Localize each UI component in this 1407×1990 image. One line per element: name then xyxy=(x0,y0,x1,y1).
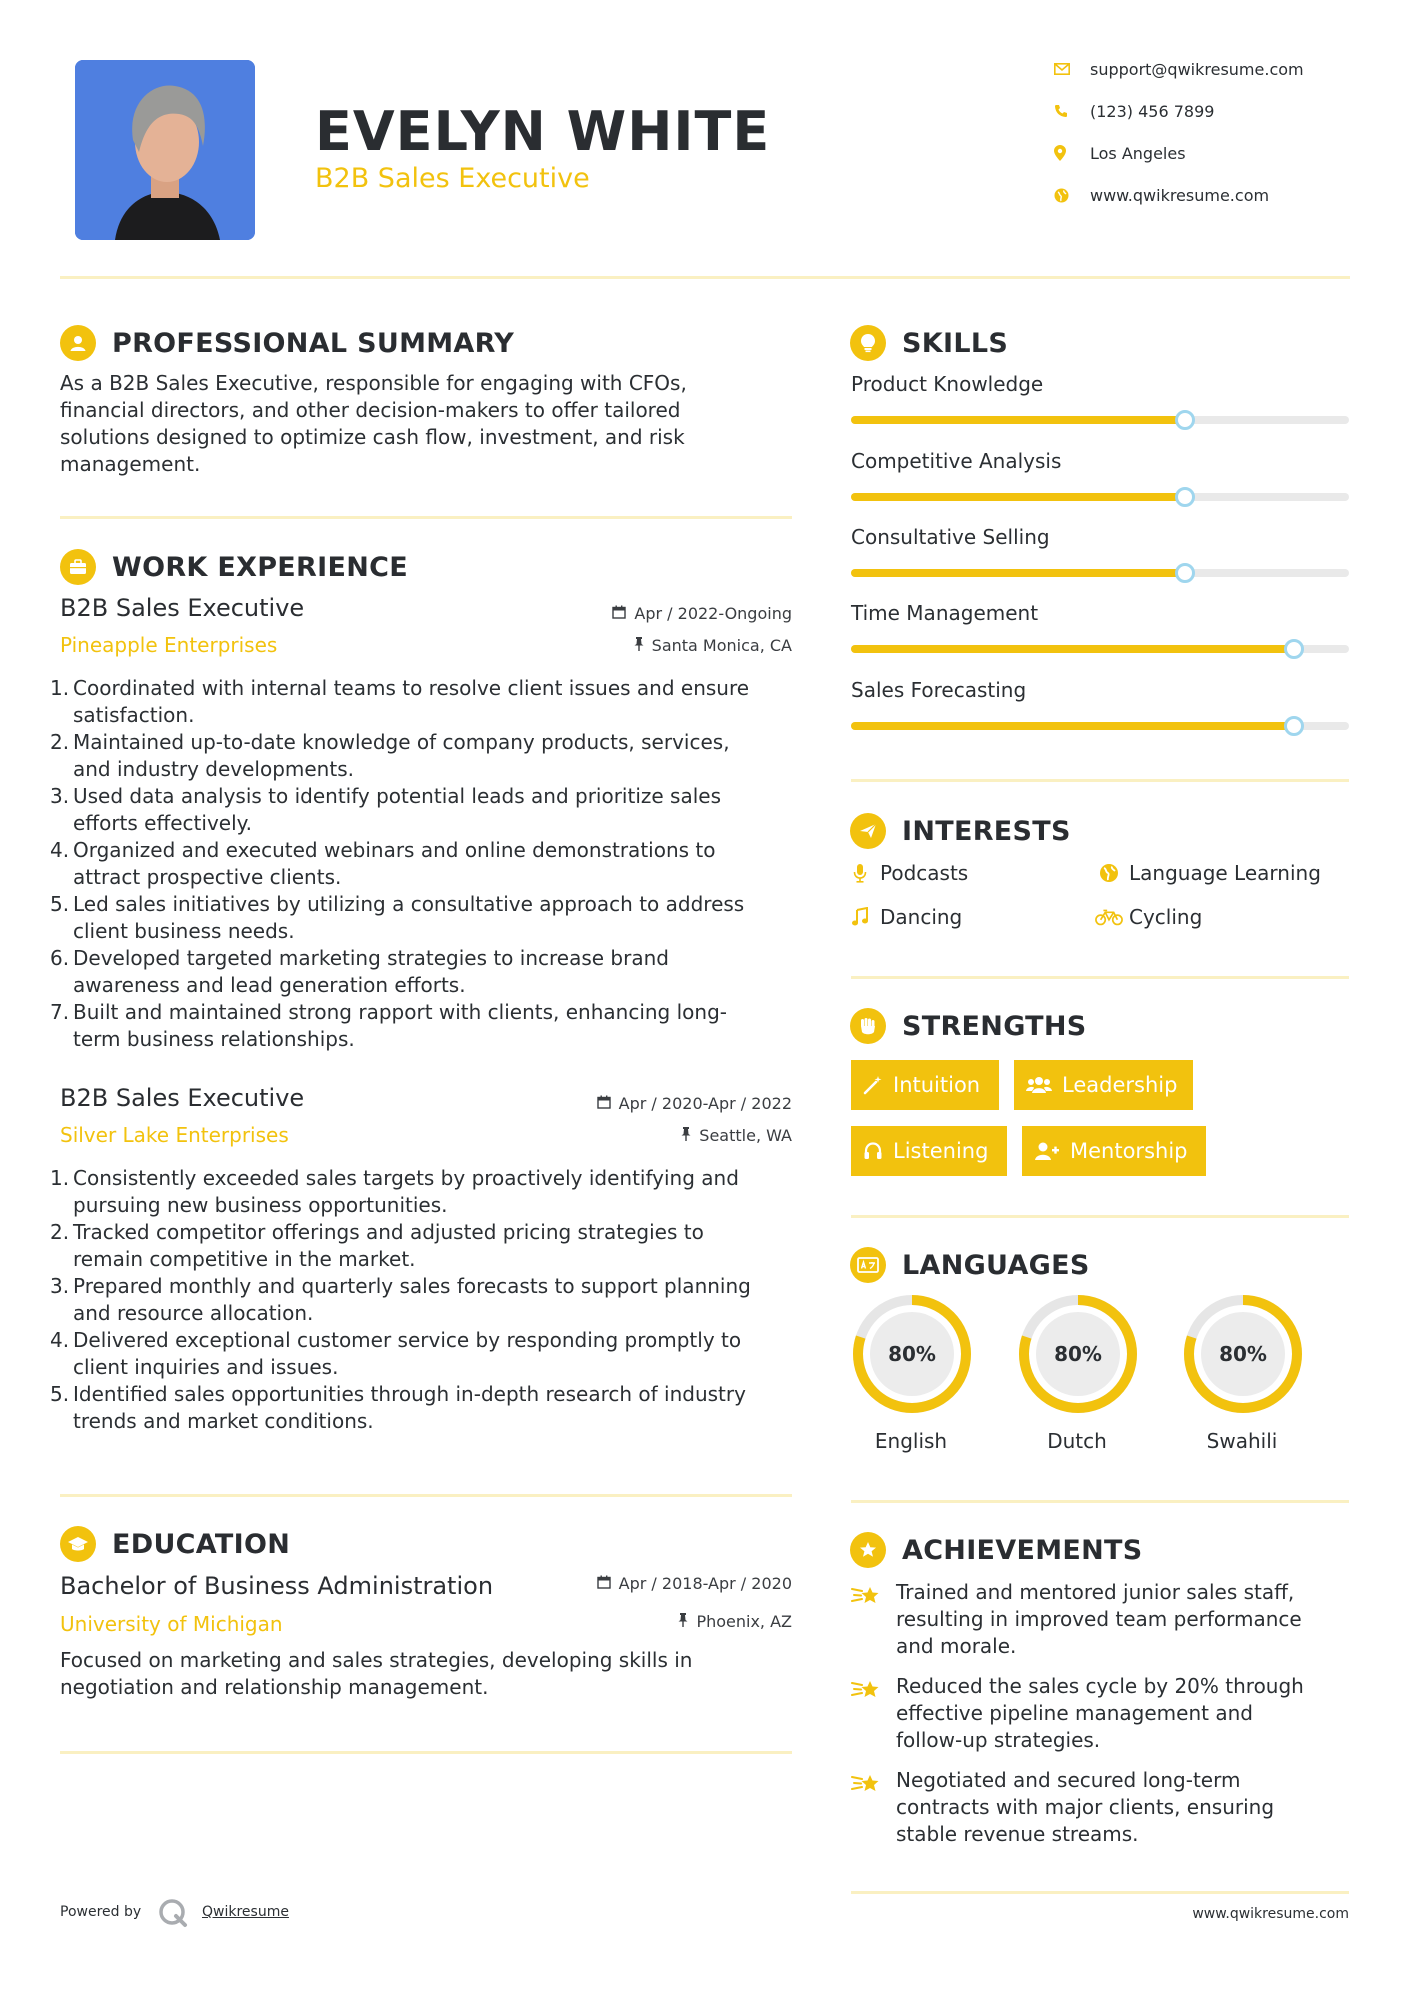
skill-name: Time Management xyxy=(851,601,1039,625)
achievement-line: stable revenue streams. xyxy=(896,1822,1139,1846)
summary-title: PROFESSIONAL SUMMARY xyxy=(112,327,515,359)
achievement-item xyxy=(851,1673,1351,1754)
languages-title: LANGUAGES xyxy=(902,1249,1090,1281)
headphones-icon xyxy=(863,1141,883,1161)
duty-number: 4. xyxy=(50,838,70,862)
duty-line: attract prospective clients. xyxy=(73,865,342,889)
job-1-dates xyxy=(480,604,792,623)
strength-tag xyxy=(851,1060,999,1110)
profile-photo xyxy=(75,60,255,240)
powered-by-label: Powered by xyxy=(60,1904,142,1920)
achievement-item xyxy=(851,1767,1351,1848)
education-location xyxy=(480,1612,792,1631)
contact-email-text: support@qwikresume.com xyxy=(1090,59,1304,79)
job-1-location-text: Santa Monica, CA xyxy=(651,636,792,655)
duty-item xyxy=(50,1381,795,1435)
duty-line: Built and maintained strong rapport with clients, enhancing long- xyxy=(73,1000,727,1024)
duty-line: efforts effectively. xyxy=(73,811,252,835)
duty-line: Maintained up-to-date knowledge of company products, services, xyxy=(73,730,730,754)
language-name: Dutch xyxy=(1047,1429,1107,1453)
skill-bar-knob xyxy=(1284,716,1304,736)
duty-line: client business needs. xyxy=(73,919,295,943)
duty-line: term business relationships. xyxy=(73,1027,355,1051)
achievement-line: follow-up strategies. xyxy=(896,1728,1101,1752)
achievements-divider xyxy=(851,1891,1349,1894)
duty-number: 1. xyxy=(50,676,70,700)
duty-number: 5. xyxy=(50,892,70,916)
footer-website[interactable]: www.qwikresume.com xyxy=(1192,1906,1349,1922)
duty-line: Led sales initiatives by utilizing a consultative approach to address xyxy=(73,892,745,916)
interests-heading xyxy=(850,811,1071,851)
languages-heading xyxy=(850,1245,1090,1285)
language-ring xyxy=(1016,1292,1140,1416)
strength-label: Listening xyxy=(893,1139,989,1163)
shooting-star-icon xyxy=(851,1579,896,1660)
education-dates-text: Apr / 2018-Apr / 2020 xyxy=(618,1574,792,1593)
pushpin-icon xyxy=(681,1126,691,1145)
achievement-line: and morale. xyxy=(896,1634,1017,1658)
skill-name: Sales Forecasting xyxy=(851,678,1027,702)
skills-title: SKILLS xyxy=(902,327,1009,359)
duty-number: 2. xyxy=(50,730,70,754)
calendar-icon xyxy=(597,1574,611,1593)
duty-item xyxy=(50,1165,795,1219)
pushpin-icon xyxy=(678,1612,688,1631)
lightbulb-icon xyxy=(850,325,886,361)
fist-icon xyxy=(850,1008,886,1044)
briefcase-icon xyxy=(60,549,96,585)
contact-phone[interactable] xyxy=(1050,98,1350,124)
interest-item xyxy=(846,858,968,888)
education-title: EDUCATION xyxy=(112,1528,291,1560)
header-divider xyxy=(60,276,1350,279)
duty-item xyxy=(50,1327,795,1381)
summary-divider xyxy=(60,516,792,519)
duty-line: remain competitive in the market. xyxy=(73,1247,416,1271)
duty-line: Organized and executed webinars and online demonstrations to xyxy=(73,838,716,862)
summary-text xyxy=(60,370,800,478)
duty-item xyxy=(50,945,795,999)
skill-bar xyxy=(851,722,1349,730)
strength-label: Leadership xyxy=(1062,1073,1178,1097)
duty-item xyxy=(50,1273,795,1327)
achievement-line: Trained and mentored junior sales staff, xyxy=(896,1580,1295,1604)
summary-line: As a B2B Sales Executive, responsible for engaging with CFOs, xyxy=(60,371,687,395)
candidate-title: B2B Sales Executive xyxy=(315,163,590,194)
job-2-dates-text: Apr / 2020-Apr / 2022 xyxy=(618,1094,792,1113)
degree-title: Bachelor of Business Administration xyxy=(60,1572,494,1600)
duty-line: Consistently exceeded sales targets by proactively identifying and xyxy=(73,1166,739,1190)
duty-number: 3. xyxy=(50,784,70,808)
skill-bar-knob xyxy=(1175,487,1195,507)
education-location-text: Phoenix, AZ xyxy=(696,1612,792,1631)
achievement-line: Reduced the sales cycle by 20% through xyxy=(896,1674,1304,1698)
contact-location xyxy=(1050,140,1350,166)
contact-email[interactable] xyxy=(1050,56,1350,82)
interest-label: Dancing xyxy=(880,905,963,929)
magic-wand-icon xyxy=(863,1075,883,1095)
duty-line: and industry developments. xyxy=(73,757,354,781)
interest-label: Podcasts xyxy=(880,861,969,885)
contact-website-text: www.qwikresume.com xyxy=(1090,185,1270,205)
language-percent: 80% xyxy=(1054,1342,1102,1366)
language-ring xyxy=(850,1292,974,1416)
graduation-cap-icon xyxy=(60,1526,96,1562)
achievements-heading xyxy=(850,1530,1143,1570)
contact-phone-text: (123) 456 7899 xyxy=(1090,101,1215,121)
users-icon xyxy=(1026,1075,1052,1095)
skill-bar-fill xyxy=(851,569,1185,577)
duty-line: trends and market conditions. xyxy=(73,1409,374,1433)
duty-item xyxy=(50,675,795,729)
work-title: WORK EXPERIENCE xyxy=(112,551,408,583)
language-name: English xyxy=(874,1429,948,1453)
envelope-icon xyxy=(1050,63,1090,75)
achievements-title: ACHIEVEMENTS xyxy=(902,1534,1143,1566)
skill-bar-knob xyxy=(1175,410,1195,430)
skill-name: Competitive Analysis xyxy=(851,449,1062,473)
duty-number: 1. xyxy=(50,1166,70,1190)
interests-divider xyxy=(851,976,1349,979)
skill-name: Consultative Selling xyxy=(851,525,1050,549)
music-note-icon xyxy=(846,907,874,927)
duty-line: satisfaction. xyxy=(73,703,195,727)
duty-line: Identified sales opportunities through in-depth research of industry xyxy=(73,1382,746,1406)
education-dates xyxy=(480,1574,792,1593)
education-line: negotiation and relationship management. xyxy=(60,1675,489,1699)
qwikresume-logo-icon xyxy=(158,1898,188,1928)
star-badge-icon xyxy=(850,1532,886,1568)
language-name: Swahili xyxy=(1206,1429,1278,1453)
bicycle-icon xyxy=(1095,908,1123,926)
achievement-line: contracts with major clients, ensuring xyxy=(896,1795,1275,1819)
job-2-duties xyxy=(50,1165,795,1435)
duty-line: Used data analysis to identify potential leads and prioritize sales xyxy=(73,784,722,808)
strengths-title: STRENGTHS xyxy=(902,1010,1087,1042)
strengths-heading xyxy=(850,1006,1087,1046)
duty-item xyxy=(50,891,795,945)
summary-line: management. xyxy=(60,452,201,476)
interest-label: Language Learning xyxy=(1129,861,1321,885)
language-ring xyxy=(1181,1292,1305,1416)
job-2-location xyxy=(480,1126,792,1145)
skill-bar-fill xyxy=(851,493,1185,501)
user-icon xyxy=(60,325,96,361)
job-2-title: B2B Sales Executive xyxy=(60,1084,305,1112)
shooting-star-icon xyxy=(851,1673,896,1754)
duty-item xyxy=(50,1219,795,1273)
duty-number: 2. xyxy=(50,1220,70,1244)
skill-bar-fill xyxy=(851,416,1185,424)
job-1-location xyxy=(480,636,792,655)
duty-number: 4. xyxy=(50,1328,70,1352)
work-heading xyxy=(60,547,408,587)
strength-tag xyxy=(1014,1060,1193,1110)
user-plus-icon xyxy=(1034,1141,1060,1161)
interests-title: INTERESTS xyxy=(902,815,1071,847)
microphone-icon xyxy=(846,863,874,883)
calendar-icon xyxy=(612,604,626,623)
job-1-title: B2B Sales Executive xyxy=(60,594,305,622)
duty-line: and resource allocation. xyxy=(73,1301,314,1325)
duty-item xyxy=(50,837,795,891)
strength-label: Mentorship xyxy=(1070,1139,1188,1163)
duty-item xyxy=(50,783,795,837)
job-1-company: Pineapple Enterprises xyxy=(60,633,278,657)
summary-heading xyxy=(60,323,514,363)
skill-bar-fill xyxy=(851,645,1294,653)
education-divider xyxy=(60,1751,792,1754)
duty-line: pursuing new business opportunities. xyxy=(73,1193,448,1217)
duty-line: Delivered exceptional customer service by responding promptly to xyxy=(73,1328,742,1352)
job-2-dates xyxy=(480,1094,792,1113)
candidate-name: EVELYN WHITE xyxy=(315,100,771,163)
interest-item xyxy=(846,902,962,932)
job-1-dates-text: Apr / 2022-Ongoing xyxy=(634,604,792,623)
duty-item xyxy=(50,729,795,783)
skills-heading xyxy=(850,323,1008,363)
pushpin-icon xyxy=(634,636,644,655)
achievement-line: effective pipeline management and xyxy=(896,1701,1253,1725)
strengths-divider xyxy=(851,1215,1349,1218)
contact-location-text: Los Angeles xyxy=(1090,143,1186,163)
job-2-location-text: Seattle, WA xyxy=(699,1126,792,1145)
language-percent: 80% xyxy=(888,1342,936,1366)
shooting-star-icon xyxy=(851,1767,896,1848)
education-heading xyxy=(60,1524,290,1564)
phone-icon xyxy=(1050,104,1090,118)
achievement-line: Negotiated and secured long-term xyxy=(896,1768,1241,1792)
duty-item xyxy=(50,999,795,1053)
job-2-company: Silver Lake Enterprises xyxy=(60,1123,289,1147)
skill-bar-knob xyxy=(1284,639,1304,659)
paper-plane-icon xyxy=(850,813,886,849)
duty-line: Tracked competitor offerings and adjusted pricing strategies to xyxy=(73,1220,704,1244)
work-divider xyxy=(60,1494,792,1497)
duty-line: client inquiries and issues. xyxy=(73,1355,339,1379)
interest-item xyxy=(1095,858,1321,888)
languages-divider xyxy=(851,1500,1349,1503)
contact-website[interactable] xyxy=(1050,182,1350,208)
brand-link[interactable]: Qwikresume xyxy=(202,1904,289,1920)
map-pin-icon xyxy=(1050,145,1090,161)
education-line: Focused on marketing and sales strategies, developing skills in xyxy=(60,1648,693,1672)
summary-line: solutions designed to optimize cash flow, investment, and risk xyxy=(60,425,685,449)
job-1-duties xyxy=(50,675,795,1053)
summary-line: financial directors, and other decision-makers to offer tailored xyxy=(60,398,681,422)
language-percent: 80% xyxy=(1219,1342,1267,1366)
calendar-icon xyxy=(597,1094,611,1113)
strength-tag xyxy=(1022,1126,1206,1176)
achievement-line: resulting in improved team performance xyxy=(896,1607,1302,1631)
portrait-image xyxy=(75,60,255,240)
skill-bar xyxy=(851,569,1349,577)
skill-name: Product Knowledge xyxy=(851,372,1044,396)
duty-number: 3. xyxy=(50,1274,70,1298)
duty-line: awareness and lead generation efforts. xyxy=(73,973,466,997)
skill-bar xyxy=(851,416,1349,424)
school-name: University of Michigan xyxy=(60,1612,283,1636)
globe-icon xyxy=(1050,188,1090,203)
duty-number: 7. xyxy=(50,1000,70,1024)
achievement-item xyxy=(851,1579,1351,1660)
skill-bar-fill xyxy=(851,722,1294,730)
skill-bar xyxy=(851,645,1349,653)
interest-label: Cycling xyxy=(1129,905,1203,929)
skills-divider xyxy=(851,779,1349,782)
education-text xyxy=(60,1647,800,1701)
strength-tag xyxy=(851,1126,1007,1176)
globe-icon xyxy=(1095,863,1123,883)
duty-number: 5. xyxy=(50,1382,70,1406)
duty-line: Coordinated with internal teams to resolve client issues and ensure xyxy=(73,676,750,700)
duty-number: 6. xyxy=(50,946,70,970)
duty-line: Prepared monthly and quarterly sales forecasts to support planning xyxy=(73,1274,751,1298)
strength-label: Intuition xyxy=(893,1073,981,1097)
skill-bar xyxy=(851,493,1349,501)
duty-line: Developed targeted marketing strategies to increase brand xyxy=(73,946,669,970)
skill-bar-knob xyxy=(1175,563,1195,583)
interest-item xyxy=(1095,902,1202,932)
language-icon xyxy=(850,1247,886,1283)
